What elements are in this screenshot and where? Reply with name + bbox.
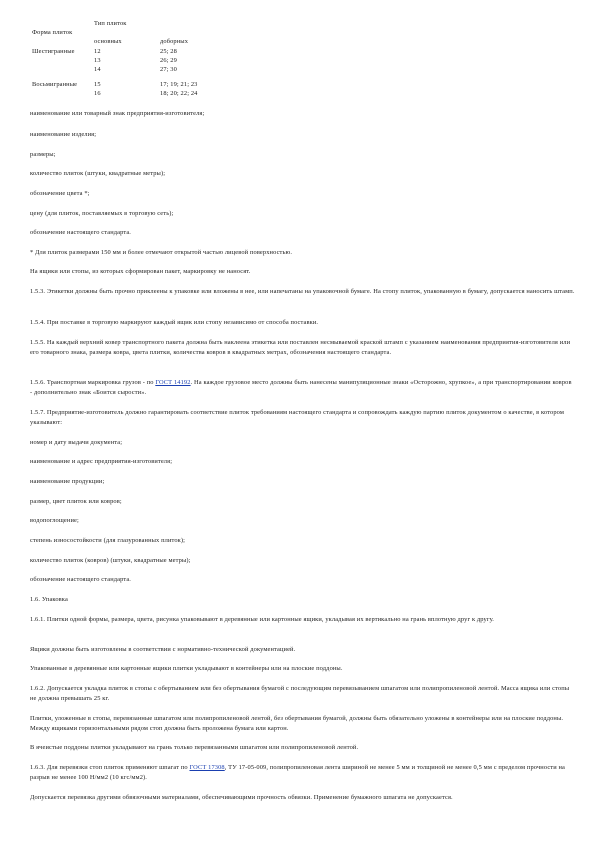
paragraph: Плитки, уложенные в стопы, перевязанные шпагатом или полипропиленовой лентой, без обертывания бумагой, должны быть обязательно уложены в контейнеры или на плоские поддоны. Между ящиками горизонтальными рядом стоп должна быть проложена бумага или картон.	[30, 715, 564, 733]
paragraph-text: , ТУ 17-05-009, полипропиленовая лента шириной не менее 5 мм и толщиной не менее 0,5 мм с пределом прочности на разрыв не менее 100 Н/мм2 (10 кгс/мм2).	[30, 764, 565, 782]
table-subheader-basic: основных	[94, 38, 122, 45]
paragraph: Ящики должны быть изготовлены в соответствии с нормативно-технической документацией.	[30, 646, 296, 653]
paragraph: Упакованные в деревянные или картонные ящики плитки укладывают в контейнеры или на плоские поддоны.	[30, 665, 343, 672]
table-subheader-additional: доборных	[160, 38, 189, 45]
table-cell-basic: 14	[94, 66, 101, 73]
document-item: наименование продукции;	[30, 478, 105, 485]
table-cell-additional: 18; 20; 22; 24	[160, 90, 198, 97]
table-cell-basic: 16	[94, 90, 101, 97]
marking-line: размеры;	[30, 151, 56, 158]
marking-line: обозначение настоящего стандарта.	[30, 229, 132, 236]
document-item: количество плиток (ковров) (штуки, квадратные метры);	[30, 557, 191, 564]
paragraph-1-6-1: 1.6.1. Плитки одной формы, размера, цвета, рисунка упаковывают в деревянные или картонные ящики, укладывая их вертикально на грань вплотную друг к другу.	[30, 616, 495, 623]
paragraph-text: 1.5.6. Транспортная маркировка грузов - по	[30, 379, 156, 386]
document-item: степень износостойкости (для глазурованных плиток);	[30, 537, 186, 544]
footnote: * Для плиток размерами 150 мм и более отмечают открытой частью лицевой поверхностью.	[30, 249, 293, 256]
table-cell-form: Шестигранные	[32, 48, 75, 55]
paragraph-1-6-3	[30, 763, 575, 783]
marking-line: цену (для плиток, поставляемых в торговую сеть);	[30, 210, 174, 217]
marking-line: количество плиток (штуки, квадратные метры);	[30, 170, 166, 177]
paragraph: В ячеистые поддоны плитки укладывают на грань только перевязанными шпагатом или полипропиленовой лентой.	[30, 744, 359, 751]
marking-line: наименование или товарный знак предприятия-изготовителя;	[30, 110, 205, 117]
table-cell-additional: 26; 29	[160, 57, 177, 64]
document-item: номер и дату выдачи документа;	[30, 439, 123, 446]
table-cell-basic: 12	[94, 48, 101, 55]
document-item: размер, цвет плиток или ковров;	[30, 498, 122, 505]
marking-line: обозначение цвета *;	[30, 190, 90, 197]
paragraph-text: 1.6.3. Для перевязки стоп плиток применяют шпагат по	[30, 764, 190, 771]
paragraph: Допускается перевязка другими обвязочными материалами, обеспечивающими прочность обвязки. Применение бумажного шпагата не допускается.	[30, 794, 453, 801]
table-cell-form: Восьмигранные	[32, 81, 78, 88]
marking-line: наименование изделия;	[30, 131, 97, 138]
paragraph-1-5-3: 1.5.3. Этикетки должны быть прочно приклеены к упаковке или вложены в нее, или напечатаны на упаковочной бумаге. На стопу плиток, упакованную в бумагу, допускается наносить штамп.	[30, 288, 575, 295]
table-cell-basic: 15	[94, 81, 101, 88]
table-cell-additional: 17; 19; 21; 23	[160, 81, 198, 88]
paragraph-1-6-2: 1.6.2. Допускается укладка плиток в стопы с обертыванием или без обертывания бумагой с последующим перевязыванием шпагатом или полипропиленовой лентой. Масса ящика или стопы не должна превышать 25 кг.	[30, 685, 570, 703]
paragraph-1-5-6	[30, 378, 575, 398]
table-cell-basic: 13	[94, 57, 101, 64]
table-cell-additional: 25; 28	[160, 48, 177, 55]
paragraph-1-5-7: 1.5.7. Предприятие-изготовитель должно гарантировать соответствие плиток требованиям настоящего стандарта и сопровождать каждую партию плиток документом о качестве, в котором указывают:	[30, 409, 565, 427]
document-item: наименование и адрес предприятия-изготовителя;	[30, 458, 173, 465]
document-item: обозначение настоящего стандарта.	[30, 576, 132, 583]
paragraph-text: . На каждое грузовое место должны быть нанесены манипуляционные знаки «Осторожно, хрупкое», а при транспортировании ковров - дополнительно знак «Боится сырости».	[30, 379, 572, 397]
document-item: водопоглощение;	[30, 517, 79, 524]
paragraph: На ящики или стопы, из которых сформирован пакет, маркировку не наносят.	[30, 268, 251, 275]
paragraph-1-5-4: 1.5.4. При поставке в торговую маркируют каждый ящик или стопу независимо от способа поставки.	[30, 319, 319, 326]
paragraph-1-5-5: 1.5.5. На каждый верхний ковер транспортного пакета должна быть наклеена этикетка или поставлен несмываемой краской штамп с указанием наименования предприятия-изготовителя или его товарного знака, размера ковра, цвета плитки, количества ковров в квадратных метрах, обозначения настоящего стандарта.	[30, 339, 571, 357]
section-heading-1-6: 1.6. Упаковка	[30, 596, 68, 603]
gost-14192-link[interactable]: ГОСТ 14192	[155, 379, 191, 386]
table-header-type: Тип плиток	[94, 20, 127, 27]
table-header-form: Форма плиток	[32, 29, 73, 36]
table-cell-additional: 27; 30	[160, 66, 177, 73]
gost-17308-link[interactable]: ГОСТ 17308	[189, 764, 225, 771]
